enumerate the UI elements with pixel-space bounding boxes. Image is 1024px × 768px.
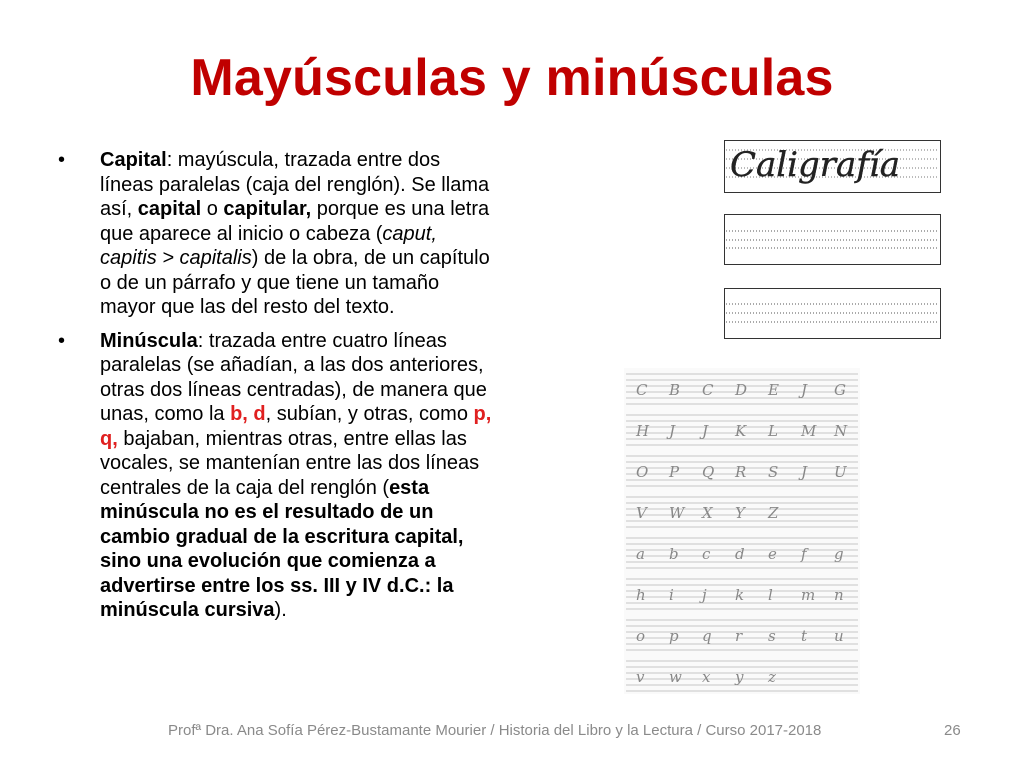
alphabet-letter: w — [669, 668, 682, 686]
bullet-text-run: Capital — [100, 149, 167, 171]
alphabet-letter: H — [636, 422, 650, 440]
bullet-text-run: o — [201, 198, 224, 220]
bullet-text-run: porque es una letra que aparece al inicio o cabeza ( — [100, 198, 490, 245]
footer-credit: Profª Dra. Ana Sofía Pérez-Bustamante Mourier / Historia del Libro y la Lectura / Curso 2017-2018 — [168, 722, 822, 739]
alphabet-letter: K — [735, 422, 747, 440]
alphabet-letter: t — [801, 627, 808, 645]
alphabet-letter: C — [702, 381, 714, 399]
alphabet-letter: v — [636, 668, 645, 686]
alphabet-letter: P — [669, 463, 680, 481]
bullet-text-run: : trazada entre cuatro líneas paralelas (se añadían, a las dos anteriores, otras dos líneas centradas), de manera que unas, como la — [100, 329, 487, 425]
alphabet-letter: W — [669, 504, 685, 522]
alphabet-letter: D — [735, 381, 748, 399]
bullet-text-run: Minúscula — [100, 329, 198, 352]
footer — [0, 722, 1024, 746]
bullet-text-run: capital — [137, 198, 202, 220]
alphabet-letter: q — [702, 627, 712, 645]
bullet-capital — [58, 148, 498, 320]
alphabet-letter: L — [768, 422, 778, 440]
alphabet-letter: n — [834, 586, 844, 604]
alphabet-letter: l — [768, 586, 773, 604]
calligraphy-word: Caligrafía — [730, 145, 901, 185]
alphabet-letter: m — [801, 586, 816, 604]
bullet-text-run: , subían, y otras, como — [265, 403, 474, 425]
alphabet-letter: z — [768, 668, 776, 686]
ruled-box-empty — [724, 214, 942, 271]
alphabet-letter: E — [768, 381, 779, 399]
alphabet-letter: b — [669, 545, 679, 563]
bullet-text-capital — [100, 149, 490, 318]
bullet-marker: • — [58, 329, 66, 352]
alphabet-letter: h — [636, 586, 646, 604]
alphabet-letter: o — [636, 627, 646, 645]
bullet-text-run: p, q, — [100, 403, 492, 450]
alphabet-letter: k — [735, 586, 745, 604]
alphabet-letter: M — [801, 422, 817, 440]
alphabet-letter: N — [834, 422, 848, 440]
alphabet-letter: O — [636, 463, 649, 481]
alphabet-letter: f — [801, 545, 807, 563]
bullet-text-run: caput, capitis > capitalis — [100, 222, 437, 269]
alphabet-sheet-image — [624, 368, 860, 699]
alphabet-letter: G — [834, 381, 846, 399]
bullet-text-run: esta minúscula no es el resultado de un cambio gradual de la escritura capital, sino una evolución que comienza a advertirse entre los ss. III y IV d.C.: la minúscula cursiva — [100, 476, 464, 621]
alphabet-letter: a — [636, 545, 645, 563]
bullet-text-minuscula — [100, 330, 491, 622]
bullet-text-run: ). — [274, 599, 287, 621]
alphabet-letter: C — [636, 381, 648, 399]
alphabet-letter: x — [702, 668, 711, 686]
alphabet-letter: s — [768, 627, 776, 645]
alphabet-letter: e — [768, 545, 777, 563]
alphabet-letter: i — [669, 586, 674, 604]
bullet-text-run: b, d — [230, 403, 266, 425]
alphabet-letter: y — [735, 668, 744, 686]
alphabet-letter: r — [735, 627, 743, 645]
bullet-minuscula — [58, 329, 498, 623]
alphabet-letter: J — [702, 422, 709, 440]
alphabet-letter: Y — [735, 504, 745, 522]
alphabet-letter: V — [636, 504, 647, 522]
ruled-box-empty — [724, 288, 942, 345]
bullet-text-run: : mayúscula, trazada entre dos líneas paralelas (caja del renglón). Se llama así, — [100, 149, 490, 220]
alphabet-letter: j — [702, 586, 707, 604]
alphabet-letter: X — [702, 504, 713, 522]
slide-title: Mayúsculas y minúsculas — [190, 49, 834, 107]
alphabet-letter: J — [801, 463, 808, 481]
alphabet-letter: U — [834, 463, 847, 481]
page-number: 26 — [944, 722, 961, 739]
bullet-text-run: capitular, — [223, 198, 312, 220]
alphabet-letter: d — [735, 545, 745, 563]
alphabet-letter: Q — [702, 463, 715, 481]
alphabet-letter: J — [669, 422, 676, 440]
alphabet-letter: g — [834, 545, 844, 563]
alphabet-letter: p — [669, 627, 679, 645]
alphabet-letter: u — [834, 627, 844, 645]
alphabet-letter: R — [735, 463, 747, 481]
alphabet-letter: Z — [768, 504, 779, 522]
bullet-marker: • — [58, 149, 66, 171]
alphabet-letter: J — [801, 381, 808, 399]
alphabet-letter: c — [702, 545, 711, 563]
bullet-list — [58, 148, 498, 632]
calligraphy-word-image — [724, 140, 942, 199]
bullet-text-run: ) de la obra, de un capítulo o de un párrafo y que tiene un tamaño mayor que las del resto del texto. — [100, 247, 490, 318]
alphabet-letter: S — [768, 463, 779, 481]
bullet-text-run: bajaban, mientras otras, entre ellas las vocales, se mantenían entre las dos líneas centrales de la caja del renglón ( — [100, 427, 480, 499]
alphabet-letter: B — [669, 381, 681, 399]
